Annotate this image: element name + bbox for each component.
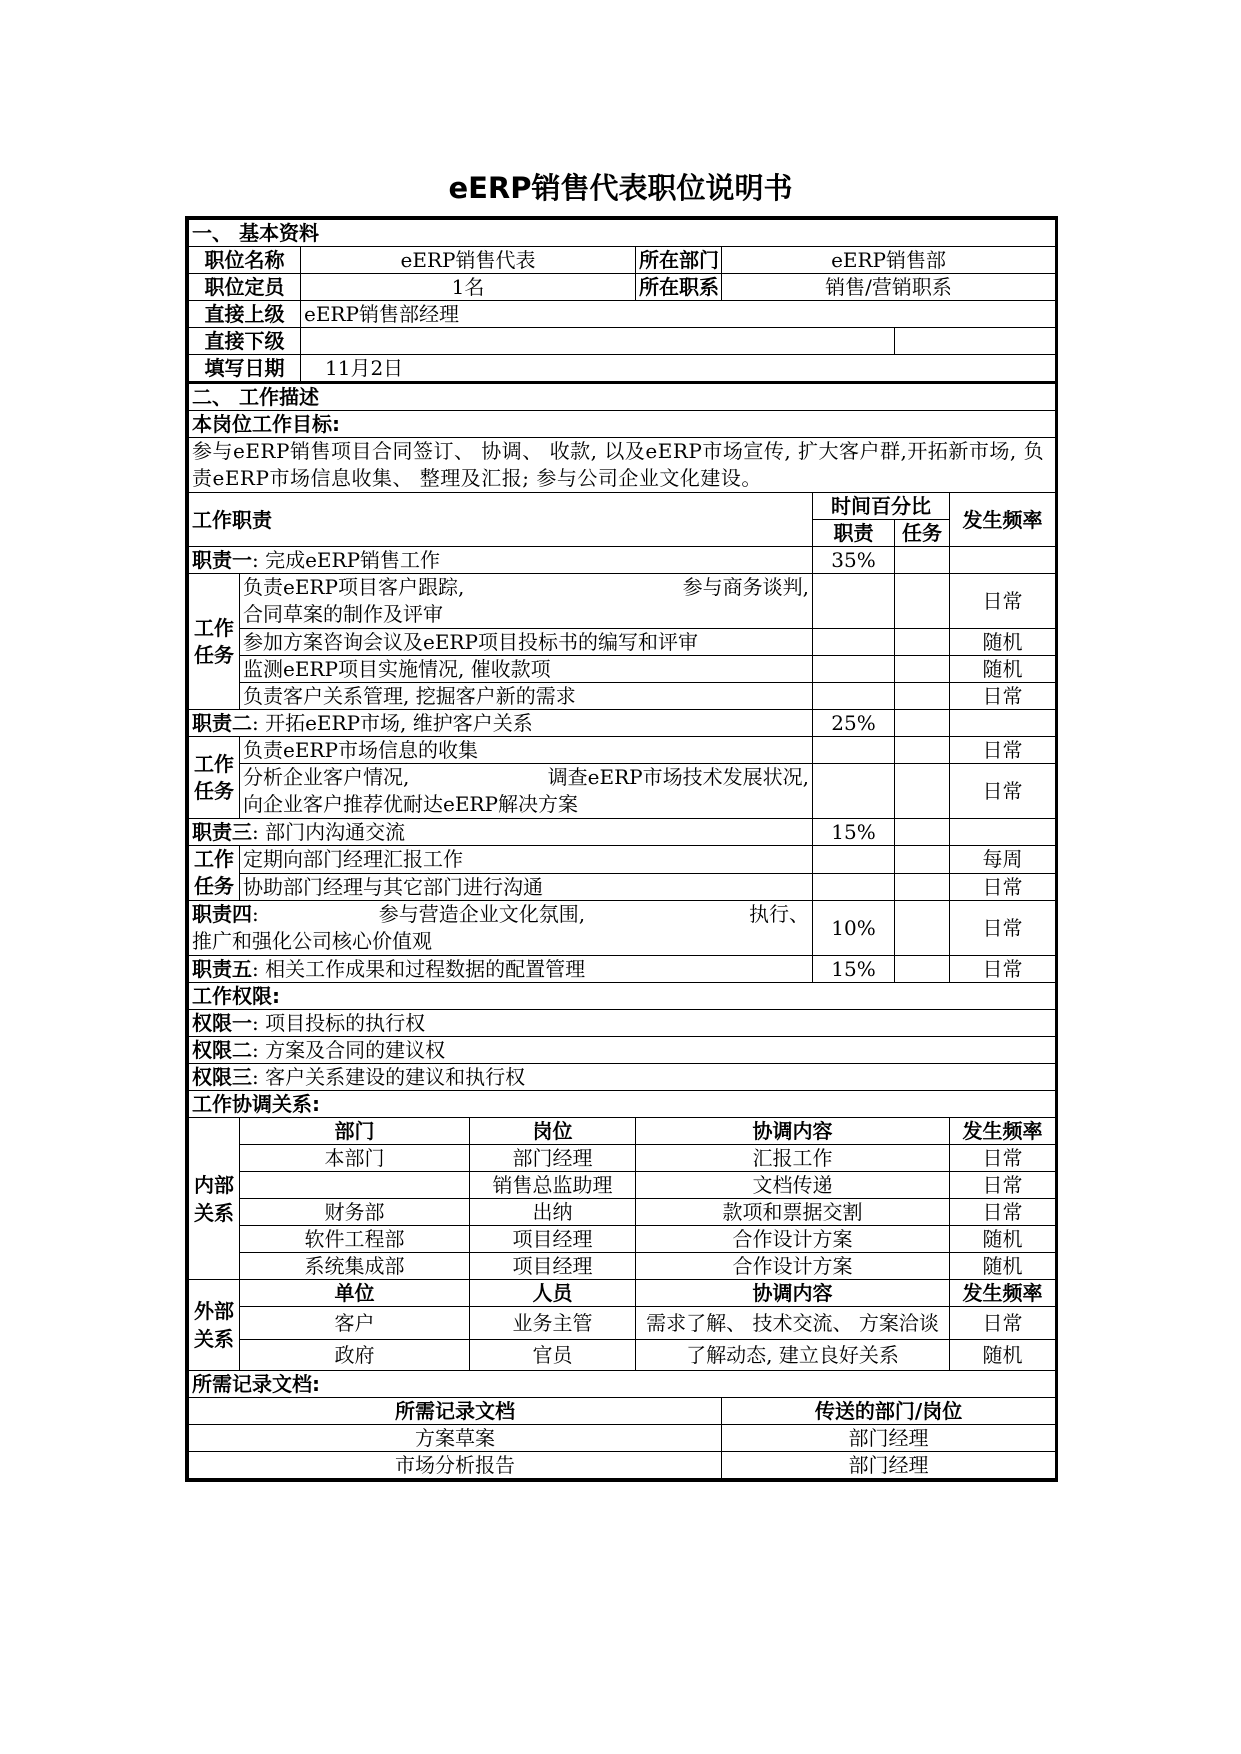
external-header-content: 协调内容 [636, 1280, 950, 1307]
duty-3-task-percent [895, 819, 950, 846]
external-freq: 日常 [950, 1307, 1056, 1340]
external-row [189, 1307, 1056, 1340]
task-label-1: 工作任务 [189, 574, 240, 710]
task-1-4: 负责客户关系管理, 挖掘客户新的需求 [240, 683, 813, 710]
label-dept: 所在部门 [636, 247, 722, 274]
external-header-freq: 发生频率 [950, 1280, 1056, 1307]
internal-content: 款项和票据交割 [636, 1199, 950, 1226]
label-date: 填写日期 [189, 355, 301, 383]
external-content: 需求了解、 技术交流、 方案洽谈 [636, 1307, 950, 1340]
task-3-1: 定期向部门经理汇报工作 [240, 846, 813, 874]
external-person: 业务主管 [470, 1307, 636, 1340]
task-2-1: 负责eERP市场信息的收集 [240, 737, 813, 764]
duty-2: 职责二: 开拓eERP市场, 维护客户关系 [189, 710, 813, 737]
internal-freq: 日常 [950, 1145, 1056, 1172]
internal-dept: 软件工程部 [240, 1226, 470, 1253]
goal-label: 本岗位工作目标: [189, 411, 1056, 438]
duty-5-frequency: 日常 [950, 956, 1056, 983]
duty-4-task-percent [895, 901, 950, 956]
duty-3-percent: 15% [813, 819, 895, 846]
value-date: 11月2日 [301, 355, 1056, 383]
goal-text: 参与eERP销售项目合同签订、 协调、 收款, 以及eERP市场宣传, 扩大客户群,开拓新市场, 负责eERP市场信息收集、 整理及汇报; 参与公司企业文化建设。 [189, 438, 1056, 493]
task-1-3-duty-percent [813, 656, 895, 683]
authority-1: 权限一: 项目投标的执行权 [189, 1010, 1056, 1037]
internal-header-dept: 部门 [240, 1118, 470, 1145]
task-2-1-frequency: 日常 [950, 737, 1056, 764]
duty-5-percent: 15% [813, 956, 895, 983]
task-1-1: 负责eERP项目客户跟踪, 参与商务谈判, 合同草案的制作及评审 [240, 574, 813, 629]
task-1-3: 监测eERP项目实施情况, 催收款项 [240, 656, 813, 683]
internal-content: 合作设计方案 [636, 1253, 950, 1280]
task-2-1-duty-percent [813, 737, 895, 764]
task-1-2-duty-percent [813, 629, 895, 656]
task-1-1-duty-percent [813, 574, 895, 629]
internal-header-post: 岗位 [470, 1118, 636, 1145]
records-row [189, 1425, 1056, 1452]
value-subordinate [301, 328, 895, 355]
internal-relations-label: 内部关系 [189, 1118, 240, 1280]
duty-3: 职责三: 部门内沟通交流 [189, 819, 813, 846]
duty-3-frequency [950, 819, 1056, 846]
duty-1-task-percent [895, 547, 950, 574]
task-2-2-duty-percent [813, 764, 895, 819]
duty-2-frequency [950, 710, 1056, 737]
external-unit: 政府 [240, 1340, 470, 1371]
duty-5: 职责五: 相关工作成果和过程数据的配置管理 [189, 956, 813, 983]
external-freq: 随机 [950, 1340, 1056, 1371]
internal-header-content: 协调内容 [636, 1118, 950, 1145]
task-1-3-frequency: 随机 [950, 656, 1056, 683]
authority-2: 权限二: 方案及合同的建议权 [189, 1037, 1056, 1064]
duty-header: 工作职责 [189, 493, 813, 547]
value-subordinate-extra [895, 328, 1056, 355]
record-to: 部门经理 [722, 1425, 1056, 1452]
label-family: 所在职系 [636, 274, 722, 301]
value-superior: eERP销售部经理 [301, 301, 1056, 328]
internal-row [189, 1226, 1056, 1253]
internal-freq: 日常 [950, 1172, 1056, 1199]
internal-row [189, 1172, 1056, 1199]
document-title: eERP销售代表职位说明书 [448, 171, 793, 205]
duty-1-percent: 35% [813, 547, 895, 574]
record-doc: 方案草案 [189, 1425, 722, 1452]
internal-freq: 随机 [950, 1226, 1056, 1253]
duty-2-task-percent [895, 710, 950, 737]
duty-2-percent: 25% [813, 710, 895, 737]
external-relations-label: 外部关系 [189, 1280, 240, 1371]
task-3-1-frequency: 每周 [950, 846, 1056, 874]
task-3-1-task-percent [895, 846, 950, 874]
task-1-3-task-percent [895, 656, 950, 683]
internal-row [189, 1253, 1056, 1280]
value-headcount: 1名 [301, 274, 636, 301]
external-unit: 客户 [240, 1307, 470, 1340]
task-1-1-task-percent [895, 574, 950, 629]
record-to: 部门经理 [722, 1452, 1056, 1479]
task-2-1-task-percent [895, 737, 950, 764]
task-1-2-frequency: 随机 [950, 629, 1056, 656]
internal-post: 销售总监助理 [470, 1172, 636, 1199]
internal-post: 部门经理 [470, 1145, 636, 1172]
task-3-2-duty-percent [813, 873, 895, 901]
task-3-1-duty-percent [813, 846, 895, 874]
authority-label: 工作权限: [189, 983, 1056, 1010]
internal-dept: 财务部 [240, 1199, 470, 1226]
external-row [189, 1340, 1056, 1371]
authority-3: 权限三: 客户关系建设的建议和执行权 [189, 1064, 1056, 1091]
duty-1: 职责一: 完成eERP销售工作 [189, 547, 813, 574]
records-header-doc: 所需记录文档 [189, 1398, 722, 1425]
task-1-4-frequency: 日常 [950, 683, 1056, 710]
task-3-2: 协助部门经理与其它部门进行沟通 [240, 873, 813, 901]
time-percent-header: 时间百分比 [813, 493, 950, 520]
internal-content: 文档传递 [636, 1172, 950, 1199]
internal-post: 项目经理 [470, 1226, 636, 1253]
duty-1-frequency [950, 547, 1056, 574]
task-2-2-frequency: 日常 [950, 764, 1056, 819]
external-content: 了解动态, 建立良好关系 [636, 1340, 950, 1371]
record-doc: 市场分析报告 [189, 1452, 722, 1479]
task-1-4-task-percent [895, 683, 950, 710]
internal-header-freq: 发生频率 [950, 1118, 1056, 1145]
records-row [189, 1452, 1056, 1479]
label-subordinate: 直接下级 [189, 328, 301, 355]
internal-post: 出纳 [470, 1199, 636, 1226]
coordination-label: 工作协调关系: [189, 1091, 1056, 1118]
value-position: eERP销售代表 [301, 247, 636, 274]
value-dept: eERP销售部 [722, 247, 1056, 274]
internal-dept: 本部门 [240, 1145, 470, 1172]
duty-5-task-percent [895, 956, 950, 983]
internal-content: 合作设计方案 [636, 1226, 950, 1253]
section-work: 二、 工作描述 [189, 383, 1056, 411]
duty-4-frequency: 日常 [950, 901, 1056, 956]
internal-freq: 日常 [950, 1199, 1056, 1226]
records-label: 所需记录文档: [189, 1371, 1056, 1398]
external-person: 官员 [470, 1340, 636, 1371]
external-header-unit: 单位 [240, 1280, 470, 1307]
internal-content: 汇报工作 [636, 1145, 950, 1172]
task-label-3: 工作任务 [189, 846, 240, 901]
task-label-2: 工作任务 [189, 737, 240, 819]
external-header-person: 人员 [470, 1280, 636, 1307]
section-basic: 一、 基本资料 [189, 220, 1056, 247]
task-2-2-task-percent [895, 764, 950, 819]
col-task-header: 任务 [895, 520, 950, 547]
value-family: 销售/营销职系 [722, 274, 1056, 301]
task-1-1-frequency: 日常 [950, 574, 1056, 629]
internal-row [189, 1145, 1056, 1172]
task-1-4-duty-percent [813, 683, 895, 710]
label-headcount: 职位定员 [189, 274, 301, 301]
task-3-2-frequency: 日常 [950, 873, 1056, 901]
task-1-2-task-percent [895, 629, 950, 656]
task-3-2-task-percent [895, 873, 950, 901]
task-1-2: 参加方案咨询会议及eERP项目投标书的编写和评审 [240, 629, 813, 656]
internal-freq: 随机 [950, 1253, 1056, 1280]
duty-4-percent: 10% [813, 901, 895, 956]
task-2-2: 分析企业客户情况, 调查eERP市场技术发展状况, 向企业客户推荐优耐达eERP解决方案 [240, 764, 813, 819]
internal-row [189, 1199, 1056, 1226]
col-duty-header: 职责 [813, 520, 895, 547]
internal-post: 项目经理 [470, 1253, 636, 1280]
job-description-table [185, 216, 1058, 1482]
label-superior: 直接上级 [189, 301, 301, 328]
label-position: 职位名称 [189, 247, 301, 274]
records-header-to: 传送的部门/岗位 [722, 1398, 1056, 1425]
internal-dept [240, 1172, 470, 1199]
duty-4: 职责四: 参与营造企业文化氛围, 执行、 推广和强化公司核心价值观 [189, 901, 813, 956]
internal-dept: 系统集成部 [240, 1253, 470, 1280]
frequency-header: 发生频率 [950, 493, 1056, 547]
